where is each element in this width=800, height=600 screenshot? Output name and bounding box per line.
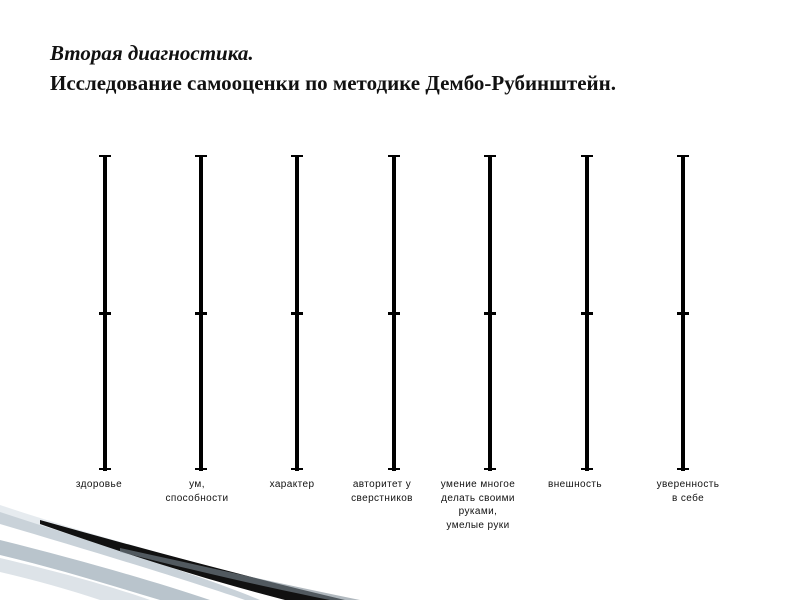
scale-tick-bottom xyxy=(388,468,400,470)
scale-tick-bottom xyxy=(581,468,593,470)
scale-tick-bottom xyxy=(677,468,689,470)
scale-label-character: характер xyxy=(269,479,315,490)
scale-tick-middle xyxy=(677,312,689,315)
scale-tick-middle xyxy=(99,312,111,315)
scale-tick-bottom xyxy=(484,468,496,470)
scale-label-skills: умение многое делать своими руками, умелые руки xyxy=(440,479,516,531)
slide-subtitle: Исследование самооценки по методике Дембо-Рубинштейн. xyxy=(50,71,616,95)
scale-tick-top xyxy=(291,155,303,157)
scale-tick-top xyxy=(195,155,207,157)
scale-tick-middle xyxy=(388,312,400,315)
slide-title: Вторая диагностика. xyxy=(50,41,254,65)
scale-tick-bottom xyxy=(195,468,207,470)
scale-tick-bottom xyxy=(99,468,111,470)
scale-tick-bottom xyxy=(291,468,303,470)
scale-tick-middle xyxy=(581,312,593,315)
scale-tick-top xyxy=(677,155,689,157)
scale-tick-middle xyxy=(291,312,303,315)
scale-label-appearance: внешность xyxy=(548,479,602,490)
scale-tick-top xyxy=(99,155,111,157)
scale-character xyxy=(291,155,303,471)
scale-label-confidence: уверенность в себе xyxy=(656,479,720,504)
scale-tick-top xyxy=(388,155,400,157)
scale-tick-top xyxy=(484,155,496,157)
scale-mind xyxy=(195,155,207,471)
scale-skills xyxy=(484,155,496,471)
scale-label-mind: ум, способности xyxy=(165,479,229,504)
scale-tick-middle xyxy=(484,312,496,315)
scale-label-health: здоровье xyxy=(75,479,123,490)
scale-label-authority: авторитет у сверстников xyxy=(351,479,413,504)
scale-tick-middle xyxy=(195,312,207,315)
scale-tick-top xyxy=(581,155,593,157)
scale-confidence xyxy=(677,155,689,471)
scale-authority xyxy=(388,155,400,471)
scale-appearance xyxy=(581,155,593,471)
scale-health xyxy=(99,155,111,471)
